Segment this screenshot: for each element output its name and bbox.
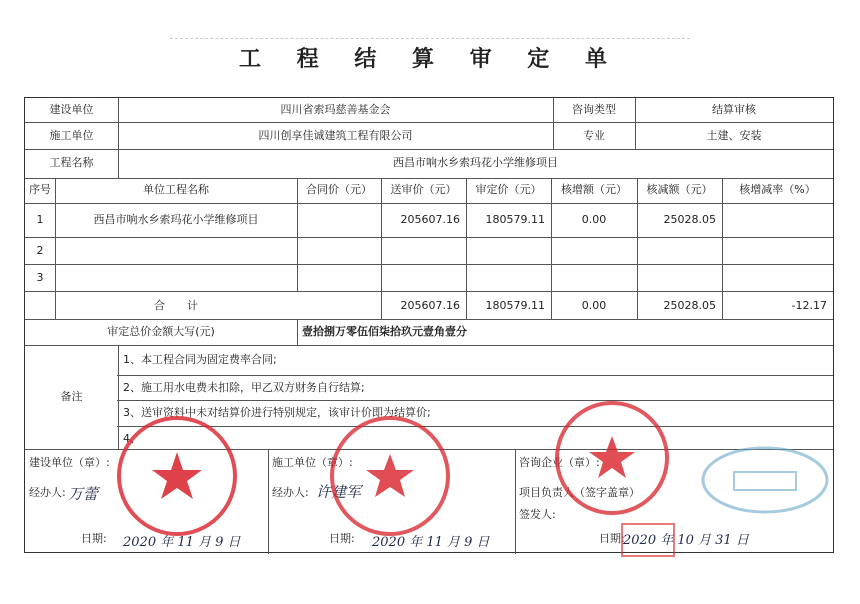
note-item: 1、本工程合同为固定费率合同; [123, 353, 277, 366]
table-row-decrease: 25028.05 [663, 213, 716, 226]
build-handler-signature: 万蕾 [68, 485, 99, 503]
uppercase-label: 审定总价金额大写(元) [107, 325, 215, 338]
col-header-no: 序号 [29, 183, 51, 196]
scan-artifact-line [170, 38, 690, 39]
table-row-name: 西昌市响水乡索玛花小学维修项目 [93, 213, 259, 226]
col-header-submitted: 送审价（元） [390, 183, 457, 196]
construct-signoff-title: 施工单位（章）: [272, 456, 353, 469]
build-date-label: 日期: [81, 532, 107, 545]
table-row-no: 3 [36, 271, 44, 284]
construct-date-handwritten: 2020 年 11 月 9 日 [372, 535, 490, 550]
total-increase: 0.00 [581, 299, 607, 312]
note-item: 2、施工用水电费未扣除，甲乙双方财务自行结算; [123, 381, 365, 394]
construct-unit-seal-stamp [326, 412, 454, 540]
consult-date-handwritten: 2020 年 10 月 31 日 [623, 533, 749, 548]
table-row-no: 2 [36, 244, 44, 257]
project-name-value: 西昌市响水乡索玛花小学维修项目 [393, 156, 558, 169]
note-item: 3、送审资料中未对结算价进行特别规定，该审计价即为结算价; [123, 406, 431, 419]
total-rate: -12.17 [791, 299, 827, 312]
consult-company-seal-stamp [552, 398, 672, 518]
build-unit-label: 建设单位 [49, 103, 94, 116]
consult-issuer-label: 签发人: [519, 508, 556, 521]
uppercase-value: 壹拾捌万零伍佰柒拾玖元壹角壹分 [302, 325, 467, 338]
construct-unit-value: 四川创享佳诚建筑工程有限公司 [258, 129, 413, 142]
table-row-increase: 0.00 [581, 213, 607, 226]
build-handler-label: 经办人: [29, 486, 66, 499]
specialty-label: 专业 [583, 129, 605, 142]
table-row-approved: 180579.11 [485, 213, 545, 226]
build-signoff-title: 建设单位（章）: [29, 456, 110, 469]
consult-manager-label: 项目负责人（签字盖章） [519, 486, 640, 499]
col-header-approved: 审定价（元） [475, 183, 542, 196]
build-unit-value: 四川省索玛慈善基金会 [280, 103, 391, 116]
consult-signoff-title: 咨询企业（章）: [519, 456, 600, 469]
col-header-contract: 合同价（元） [306, 183, 372, 196]
col-header-increase: 核增额（元） [561, 183, 627, 196]
consult-type-value: 结算审核 [712, 103, 756, 116]
build-date-handwritten: 2020 年 11 月 9 日 [123, 535, 241, 550]
consult-type-label: 咨询类型 [572, 103, 616, 116]
table-row-submitted: 205607.16 [400, 213, 460, 226]
total-submitted: 205607.16 [400, 299, 460, 312]
col-header-name: 单位工程名称 [143, 183, 209, 196]
construct-date-label: 日期: [329, 532, 355, 545]
construct-unit-label: 施工单位 [49, 129, 94, 142]
registered-engineer-stamp [700, 444, 830, 516]
notes-label: 备注 [60, 390, 83, 403]
table-row-no: 1 [36, 213, 44, 226]
construct-handler-label: 经办人: [272, 486, 309, 499]
consult-date-label: 日期: [599, 532, 625, 545]
construct-handler-signature: 许建军 [316, 483, 362, 501]
project-name-label: 工程名称 [49, 156, 94, 169]
total-approved: 180579.11 [485, 299, 545, 312]
col-header-decrease: 核减额（元） [646, 183, 713, 196]
specialty-value: 土建、安装 [706, 129, 762, 142]
build-unit-seal-stamp [113, 412, 241, 540]
total-decrease: 25028.05 [663, 299, 716, 312]
note-item: 4、 [123, 432, 141, 445]
consult-manager-seal [618, 520, 678, 560]
col-header-rate: 核增减率（%） [739, 183, 816, 196]
page-title: 工 程 结 算 审 定 单 [239, 47, 621, 72]
total-label: 合 计 [154, 299, 198, 312]
